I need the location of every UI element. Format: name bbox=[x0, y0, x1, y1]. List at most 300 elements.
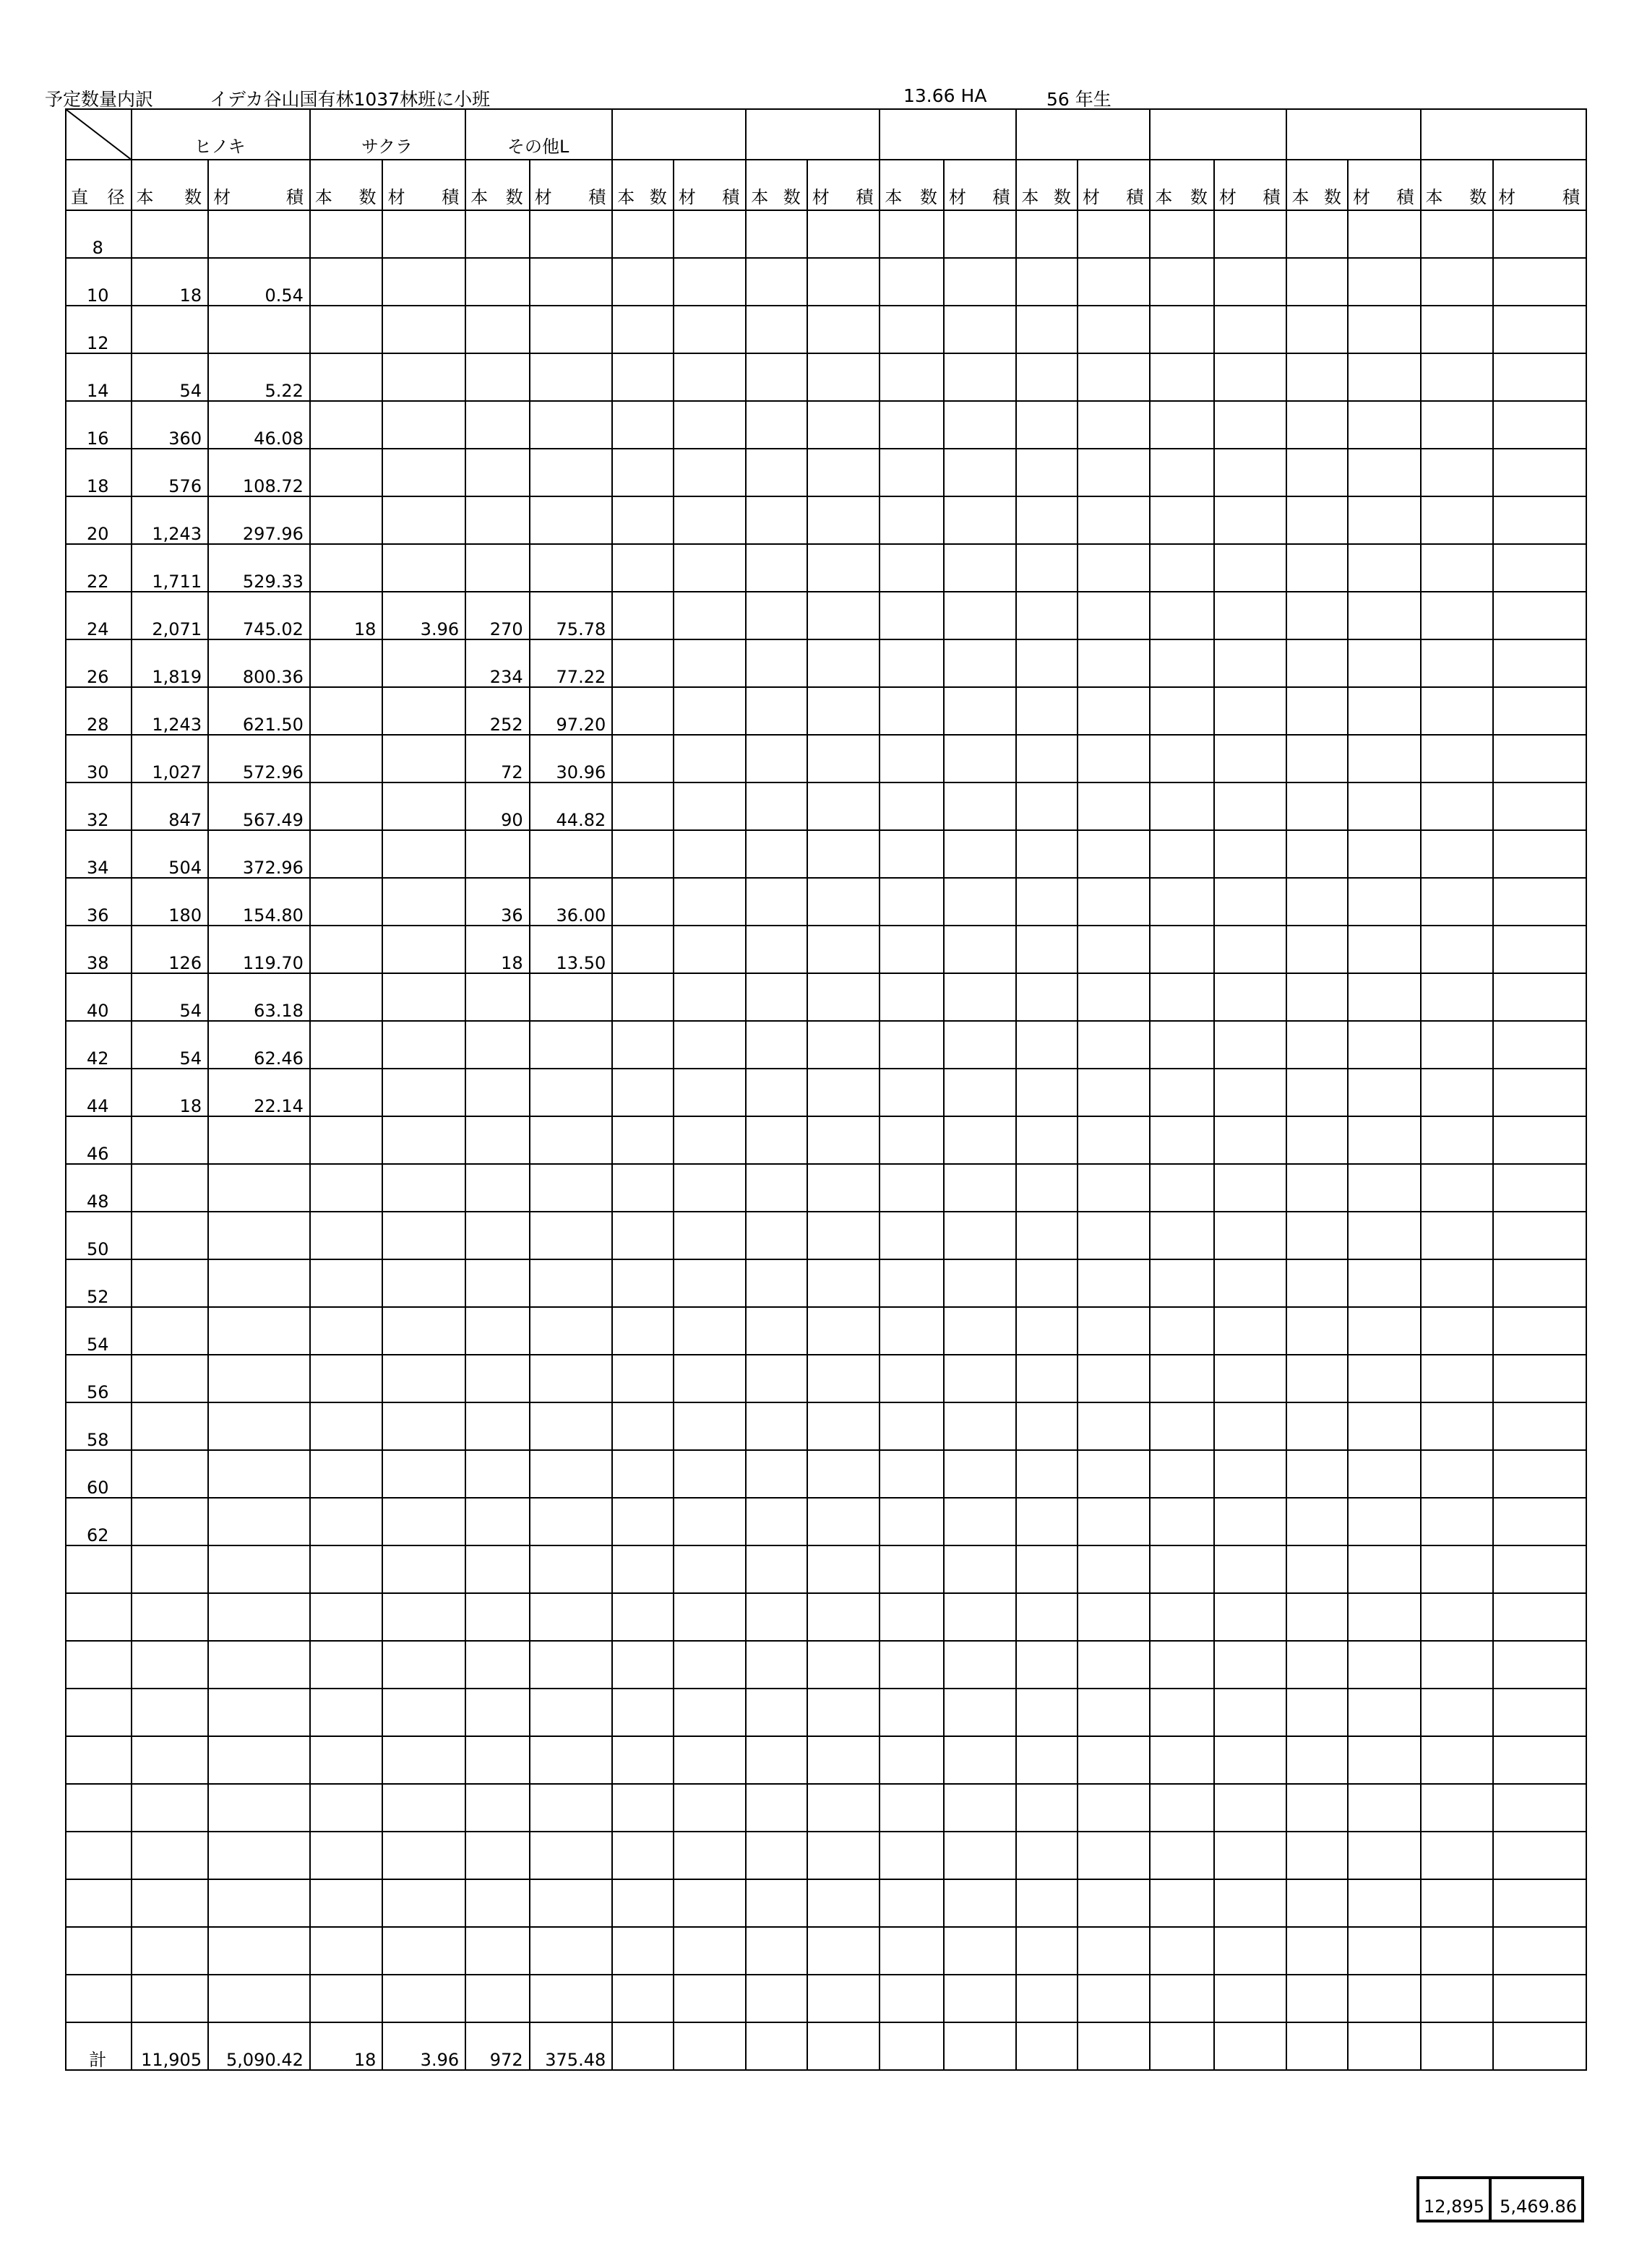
volume-cell bbox=[1214, 2022, 1287, 2070]
volume-cell bbox=[382, 1402, 465, 1450]
count-cell bbox=[880, 1736, 944, 1784]
count-cell bbox=[746, 687, 807, 735]
count-cell bbox=[1016, 973, 1077, 1021]
count-cell bbox=[1421, 1402, 1494, 1450]
diameter-cell: 34 bbox=[66, 830, 132, 878]
count-cell bbox=[612, 496, 673, 544]
header-label-text: 材 積 bbox=[387, 187, 460, 207]
count-cell bbox=[1421, 1212, 1494, 1259]
volume-cell bbox=[1214, 1259, 1287, 1307]
count-cell bbox=[612, 1736, 673, 1784]
volume-cell bbox=[807, 449, 880, 496]
count-cell bbox=[465, 1355, 530, 1402]
table-row bbox=[66, 926, 1586, 973]
count-cell bbox=[1286, 1927, 1347, 1975]
count-cell bbox=[880, 735, 944, 782]
table-row bbox=[66, 1116, 1586, 1164]
volume-cell bbox=[944, 1307, 1017, 1355]
volume-cell bbox=[382, 1689, 465, 1736]
volume-cell bbox=[1493, 1545, 1586, 1593]
count-cell bbox=[1150, 544, 1214, 592]
volume-cell bbox=[674, 973, 747, 1021]
volume-cell bbox=[1214, 1689, 1287, 1736]
count-cell bbox=[1286, 1355, 1347, 1402]
volume-cell bbox=[1348, 1212, 1421, 1259]
volume-cell bbox=[1493, 1069, 1586, 1116]
volume-cell bbox=[208, 1450, 310, 1498]
volume-cell bbox=[530, 973, 613, 1021]
count-cell bbox=[1016, 830, 1077, 878]
volume-cell bbox=[1078, 496, 1151, 544]
volume-cell bbox=[944, 258, 1017, 306]
volume-cell bbox=[1078, 1259, 1151, 1307]
volume-cell bbox=[674, 2022, 747, 2070]
count-cell bbox=[465, 1641, 530, 1689]
count-cell bbox=[1286, 1307, 1347, 1355]
volume-cell: 297.96 bbox=[208, 496, 310, 544]
count-cell bbox=[612, 973, 673, 1021]
volume-cell bbox=[807, 1736, 880, 1784]
volume-cell bbox=[1078, 926, 1151, 973]
volume-cell bbox=[1493, 1736, 1586, 1784]
volume-cell bbox=[944, 1927, 1017, 1975]
count-cell bbox=[1150, 1879, 1214, 1927]
diameter-cell: 58 bbox=[66, 1402, 132, 1450]
volume-cell: 5.22 bbox=[208, 353, 310, 401]
volume-cell bbox=[674, 639, 747, 687]
count-cell: 972 bbox=[465, 2022, 530, 2070]
count-cell bbox=[1286, 544, 1347, 592]
count-cell bbox=[1150, 1784, 1214, 1832]
volume-cell bbox=[674, 210, 747, 258]
volume-cell bbox=[1348, 306, 1421, 353]
diameter-cell bbox=[66, 1832, 132, 1879]
count-cell: 54 bbox=[132, 353, 209, 401]
count-cell bbox=[1421, 1498, 1494, 1545]
count-cell bbox=[1016, 1975, 1077, 2022]
count-cell bbox=[465, 1402, 530, 1450]
count-cell bbox=[1150, 1689, 1214, 1736]
volume-cell bbox=[1078, 258, 1151, 306]
volume-cell bbox=[208, 1355, 310, 1402]
count-cell bbox=[1150, 1116, 1214, 1164]
volume-cell bbox=[1493, 639, 1586, 687]
species-header bbox=[1421, 109, 1587, 160]
volume-cell bbox=[1493, 1879, 1586, 1927]
volume-cell bbox=[530, 1832, 613, 1879]
table-row bbox=[66, 1879, 1586, 1927]
count-cell: 18 bbox=[465, 926, 530, 973]
count-cell bbox=[1421, 687, 1494, 735]
volume-cell: 5,090.42 bbox=[208, 2022, 310, 2070]
volume-cell bbox=[807, 1069, 880, 1116]
sheet-title: 予定数量内訳 bbox=[45, 89, 154, 110]
volume-cell bbox=[1348, 449, 1421, 496]
volume-cell bbox=[1493, 306, 1586, 353]
count-cell bbox=[465, 1450, 530, 1498]
species-header: サクラ bbox=[310, 109, 465, 160]
volume-cell bbox=[674, 1021, 747, 1069]
volume-cell: 3.96 bbox=[382, 2022, 465, 2070]
diameter-cell: 30 bbox=[66, 735, 132, 782]
volume-header bbox=[674, 160, 747, 210]
volume-cell: 108.72 bbox=[208, 449, 310, 496]
volume-cell bbox=[807, 1212, 880, 1259]
volume-cell bbox=[208, 1784, 310, 1832]
count-cell bbox=[1421, 1689, 1494, 1736]
volume-cell bbox=[530, 353, 613, 401]
count-cell bbox=[1016, 1832, 1077, 1879]
count-cell bbox=[746, 1689, 807, 1736]
volume-cell bbox=[944, 639, 1017, 687]
count-cell bbox=[310, 687, 383, 735]
count-cell bbox=[746, 782, 807, 830]
count-cell bbox=[465, 1307, 530, 1355]
count-cell bbox=[612, 1545, 673, 1593]
count-cell bbox=[880, 1164, 944, 1212]
volume-cell bbox=[1078, 1689, 1151, 1736]
count-cell bbox=[1016, 878, 1077, 926]
count-cell bbox=[612, 926, 673, 973]
volume-cell bbox=[1348, 1832, 1421, 1879]
table-row bbox=[66, 1498, 1586, 1545]
diameter-cell bbox=[66, 1784, 132, 1832]
volume-cell bbox=[382, 1355, 465, 1402]
table-row bbox=[66, 401, 1586, 449]
volume-cell bbox=[944, 449, 1017, 496]
count-cell bbox=[1286, 1784, 1347, 1832]
diameter-cell: 42 bbox=[66, 1021, 132, 1069]
volume-cell bbox=[382, 1832, 465, 1879]
count-cell bbox=[465, 496, 530, 544]
count-cell bbox=[1016, 353, 1077, 401]
count-cell bbox=[1150, 735, 1214, 782]
count-cell bbox=[1286, 1641, 1347, 1689]
volume-cell bbox=[807, 1259, 880, 1307]
volume-cell bbox=[1493, 1832, 1586, 1879]
count-cell: 2,071 bbox=[132, 592, 209, 639]
volume-cell bbox=[807, 1593, 880, 1641]
volume-cell bbox=[944, 687, 1017, 735]
volume-cell: 0.54 bbox=[208, 258, 310, 306]
volume-cell bbox=[674, 687, 747, 735]
count-cell bbox=[465, 830, 530, 878]
volume-cell bbox=[1214, 1355, 1287, 1402]
volume-cell bbox=[1493, 1402, 1586, 1450]
volume-cell bbox=[382, 735, 465, 782]
count-cell bbox=[1286, 1593, 1347, 1641]
count-cell bbox=[465, 401, 530, 449]
total-label: 計 bbox=[66, 2022, 132, 2070]
volume-cell bbox=[807, 1164, 880, 1212]
diameter-cell bbox=[66, 1689, 132, 1736]
volume-cell bbox=[208, 1402, 310, 1450]
count-cell bbox=[132, 1355, 209, 1402]
volume-cell bbox=[1214, 1021, 1287, 1069]
count-cell bbox=[310, 496, 383, 544]
volume-cell bbox=[807, 1975, 880, 2022]
volume-cell: 36.00 bbox=[530, 878, 613, 926]
volume-cell bbox=[674, 782, 747, 830]
volume-cell bbox=[1348, 496, 1421, 544]
count-cell: 1,243 bbox=[132, 687, 209, 735]
volume-cell: 529.33 bbox=[208, 544, 310, 592]
count-cell bbox=[310, 1450, 383, 1498]
table-row bbox=[66, 1689, 1586, 1736]
count-cell bbox=[310, 449, 383, 496]
count-cell bbox=[1421, 496, 1494, 544]
volume-cell bbox=[1214, 687, 1287, 735]
volume-cell bbox=[674, 878, 747, 926]
volume-cell bbox=[382, 1736, 465, 1784]
grand-total-row bbox=[1418, 2178, 1583, 2221]
volume-cell bbox=[1493, 592, 1586, 639]
volume-cell bbox=[944, 1021, 1017, 1069]
volume-cell bbox=[1348, 830, 1421, 878]
count-cell bbox=[746, 1927, 807, 1975]
count-cell bbox=[1286, 926, 1347, 973]
count-cell bbox=[310, 1593, 383, 1641]
volume-cell bbox=[944, 353, 1017, 401]
diameter-cell bbox=[66, 1927, 132, 1975]
diameter-cell: 46 bbox=[66, 1116, 132, 1164]
count-cell bbox=[1150, 878, 1214, 926]
volume-cell bbox=[1214, 496, 1287, 544]
count-cell bbox=[1016, 1355, 1077, 1402]
volume-cell bbox=[382, 353, 465, 401]
count-cell: 90 bbox=[465, 782, 530, 830]
count-cell bbox=[1286, 1545, 1347, 1593]
table-row bbox=[66, 1259, 1586, 1307]
volume-cell bbox=[382, 687, 465, 735]
volume-cell bbox=[382, 1021, 465, 1069]
count-cell bbox=[880, 1021, 944, 1069]
volume-cell bbox=[530, 1116, 613, 1164]
count-cell bbox=[1286, 1450, 1347, 1498]
count-header bbox=[1150, 160, 1214, 210]
volume-cell bbox=[1214, 592, 1287, 639]
volume-cell bbox=[208, 1689, 310, 1736]
volume-cell bbox=[674, 1832, 747, 1879]
table-row bbox=[66, 1355, 1586, 1402]
location-label: イデカ谷山国有林1037林班に小班 bbox=[210, 89, 491, 110]
volume-cell bbox=[530, 1164, 613, 1212]
table-row bbox=[66, 1927, 1586, 1975]
count-cell bbox=[132, 306, 209, 353]
header-label-text: 本 数 bbox=[1425, 187, 1487, 207]
count-cell bbox=[465, 1212, 530, 1259]
volume-cell bbox=[1214, 1975, 1287, 2022]
volume-cell bbox=[1493, 1450, 1586, 1498]
count-cell bbox=[612, 1689, 673, 1736]
diameter-cell: 48 bbox=[66, 1164, 132, 1212]
count-cell bbox=[880, 1307, 944, 1355]
header-label-text: 材 積 bbox=[1498, 187, 1580, 207]
count-cell bbox=[612, 258, 673, 306]
count-cell bbox=[880, 1402, 944, 1450]
count-cell bbox=[612, 449, 673, 496]
volume-cell bbox=[674, 258, 747, 306]
header-label-text: 本 数 bbox=[314, 187, 377, 207]
volume-cell bbox=[1493, 449, 1586, 496]
volume-header bbox=[1214, 160, 1287, 210]
volume-header bbox=[530, 160, 613, 210]
volume-cell bbox=[1078, 1307, 1151, 1355]
count-cell bbox=[880, 496, 944, 544]
volume-header bbox=[208, 160, 310, 210]
count-cell: 18 bbox=[132, 258, 209, 306]
diagonal-line-icon bbox=[66, 110, 131, 159]
count-cell bbox=[1286, 639, 1347, 687]
count-cell bbox=[310, 1975, 383, 2022]
volume-cell bbox=[530, 1784, 613, 1832]
table-row bbox=[66, 1402, 1586, 1450]
count-cell bbox=[746, 2022, 807, 2070]
table-row bbox=[66, 1832, 1586, 1879]
count-cell bbox=[746, 1212, 807, 1259]
count-cell bbox=[1150, 1307, 1214, 1355]
volume-cell bbox=[944, 2022, 1017, 2070]
volume-cell bbox=[1348, 1355, 1421, 1402]
volume-cell bbox=[1078, 735, 1151, 782]
volume-cell bbox=[1078, 1832, 1151, 1879]
count-cell bbox=[132, 1259, 209, 1307]
count-cell bbox=[310, 639, 383, 687]
volume-cell bbox=[807, 1641, 880, 1689]
count-cell bbox=[1286, 1021, 1347, 1069]
count-cell bbox=[880, 878, 944, 926]
count-cell bbox=[880, 401, 944, 449]
count-cell bbox=[1150, 449, 1214, 496]
volume-cell bbox=[1348, 1259, 1421, 1307]
count-cell bbox=[1421, 1641, 1494, 1689]
volume-cell bbox=[382, 1164, 465, 1212]
count-cell bbox=[746, 1975, 807, 2022]
volume-cell bbox=[1078, 1736, 1151, 1784]
count-cell bbox=[612, 1641, 673, 1689]
count-cell bbox=[310, 1927, 383, 1975]
count-cell bbox=[1421, 1927, 1494, 1975]
count-cell bbox=[1016, 1212, 1077, 1259]
diameter-cell: 8 bbox=[66, 210, 132, 258]
count-cell bbox=[1016, 2022, 1077, 2070]
volume-cell: 97.20 bbox=[530, 687, 613, 735]
volume-cell bbox=[944, 401, 1017, 449]
count-cell bbox=[1421, 306, 1494, 353]
volume-cell bbox=[674, 592, 747, 639]
count-cell: 126 bbox=[132, 926, 209, 973]
count-cell bbox=[746, 1736, 807, 1784]
volume-cell bbox=[674, 830, 747, 878]
volume-cell bbox=[1214, 1927, 1287, 1975]
count-cell bbox=[132, 1879, 209, 1927]
volume-cell bbox=[208, 1164, 310, 1212]
volume-cell bbox=[807, 306, 880, 353]
count-cell bbox=[1150, 926, 1214, 973]
count-cell bbox=[612, 1927, 673, 1975]
volume-cell bbox=[1493, 2022, 1586, 2070]
volume-cell bbox=[944, 1593, 1017, 1641]
volume-cell: 75.78 bbox=[530, 592, 613, 639]
count-cell bbox=[465, 1927, 530, 1975]
count-cell bbox=[612, 210, 673, 258]
volume-cell bbox=[807, 258, 880, 306]
header-label-text: 本 数 bbox=[751, 187, 801, 207]
header-label-text: 本 数 bbox=[885, 187, 937, 207]
volume-cell bbox=[1493, 258, 1586, 306]
volume-cell bbox=[208, 1832, 310, 1879]
volume-cell: 800.36 bbox=[208, 639, 310, 687]
table-row bbox=[66, 353, 1586, 401]
volume-cell bbox=[1348, 1402, 1421, 1450]
species-header: その他L bbox=[465, 109, 612, 160]
volume-cell bbox=[674, 1164, 747, 1212]
count-cell bbox=[1016, 210, 1077, 258]
volume-cell bbox=[208, 1879, 310, 1927]
column-subheader-row bbox=[66, 160, 1586, 210]
volume-cell: 30.96 bbox=[530, 735, 613, 782]
count-cell bbox=[1421, 353, 1494, 401]
volume-cell bbox=[530, 1021, 613, 1069]
volume-cell bbox=[530, 496, 613, 544]
volume-cell bbox=[1214, 1832, 1287, 1879]
volume-cell bbox=[1348, 973, 1421, 1021]
diameter-cell: 16 bbox=[66, 401, 132, 449]
count-cell bbox=[746, 353, 807, 401]
volume-cell bbox=[1493, 496, 1586, 544]
count-cell bbox=[310, 1021, 383, 1069]
count-cell bbox=[132, 1498, 209, 1545]
count-cell bbox=[310, 1355, 383, 1402]
diameter-cell: 36 bbox=[66, 878, 132, 926]
count-cell bbox=[1421, 1259, 1494, 1307]
volume-cell bbox=[382, 306, 465, 353]
volume-cell bbox=[1493, 1498, 1586, 1545]
volume-cell bbox=[1348, 210, 1421, 258]
count-cell: 360 bbox=[132, 401, 209, 449]
volume-cell bbox=[1214, 1641, 1287, 1689]
volume-cell bbox=[1348, 401, 1421, 449]
count-cell bbox=[1421, 1736, 1494, 1784]
count-cell bbox=[1150, 639, 1214, 687]
volume-cell bbox=[530, 210, 613, 258]
volume-cell bbox=[944, 210, 1017, 258]
count-cell bbox=[1016, 1545, 1077, 1593]
age-label: 56 年生 bbox=[1046, 89, 1111, 110]
volume-cell bbox=[944, 926, 1017, 973]
table-row bbox=[66, 687, 1586, 735]
volume-cell bbox=[944, 1212, 1017, 1259]
volume-cell bbox=[674, 544, 747, 592]
count-cell bbox=[746, 1307, 807, 1355]
volume-cell bbox=[807, 2022, 880, 2070]
volume-cell bbox=[530, 1307, 613, 1355]
volume-cell bbox=[1214, 258, 1287, 306]
volume-cell bbox=[1493, 782, 1586, 830]
table-row bbox=[66, 496, 1586, 544]
species-header bbox=[612, 109, 746, 160]
total-row bbox=[66, 2022, 1586, 2070]
count-cell bbox=[612, 306, 673, 353]
count-cell bbox=[465, 1069, 530, 1116]
volume-cell bbox=[807, 687, 880, 735]
volume-cell bbox=[1078, 830, 1151, 878]
volume-cell bbox=[944, 830, 1017, 878]
volume-cell bbox=[674, 1593, 747, 1641]
volume-cell bbox=[208, 306, 310, 353]
count-cell bbox=[1016, 306, 1077, 353]
count-cell bbox=[1286, 449, 1347, 496]
